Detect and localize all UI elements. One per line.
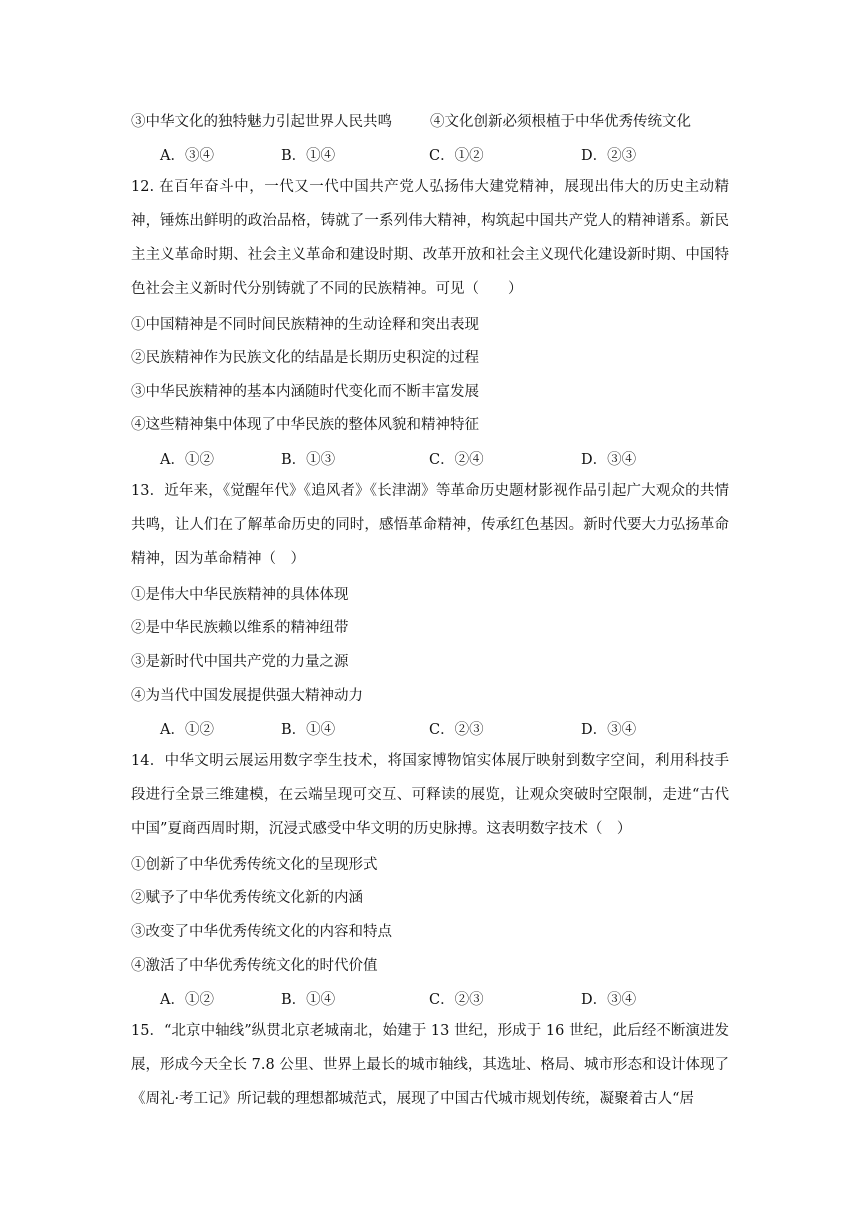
q11-options xyxy=(160,146,720,166)
q11-statement-3: ③中华文化的独特魅力引起世界人民共鸣 xyxy=(131,114,392,130)
q11-option-c: C．①② xyxy=(429,148,484,164)
q14-option-a: A．①② xyxy=(160,992,214,1008)
q13-options xyxy=(160,720,720,740)
q14-stem: 14．中华文明云展运用数字孪生技术，将国家博物馆实体展厅映射到数字空间，利用科技手段进行全景三维建模，在云端呈现可交互、可释读的展览，让观众突破时空限制，走进“古代中国”夏商西周时期，沉浸式感受中华文明的历史脉搏。这表明数字技术（ ） xyxy=(131,753,729,837)
q13-statement-2: ②是中华民族赖以维系的精神纽带 xyxy=(131,620,349,636)
q14-statement-2: ②赋予了中华优秀传统文化新的内涵 xyxy=(131,890,363,906)
q13-option-c: C．②③ xyxy=(429,722,484,738)
q12-statement-2: ②民族精神作为民族文化的结晶是长期历史积淀的过程 xyxy=(131,350,479,366)
q12-option-c: C．②④ xyxy=(429,452,484,468)
q11-statements-row xyxy=(131,112,691,132)
q12-statement-3: ③中华民族精神的基本内涵随时代变化而不断丰富发展 xyxy=(131,384,479,400)
q14-option-d: D．③④ xyxy=(581,992,637,1008)
q13-statement-3: ③是新时代中国共产党的力量之源 xyxy=(131,654,349,670)
q12-option-d: D．③④ xyxy=(581,452,637,468)
q13-stem: 13．近年来，《觉醒年代》《追风者》《长津湖》等革命历史题材影视作品引起广大观众的共情共鸣，让人们在了解革命历史的同时，感悟革命精神，传承红色基因。新时代要大力弘扬革命精神，因为革命精神（ ） xyxy=(131,483,729,567)
q14-option-b: B．①④ xyxy=(281,992,336,1008)
q13-option-a: A．①② xyxy=(160,722,214,738)
q11-statement-4: ④文化创新必须根植于中华优秀传统文化 xyxy=(430,114,691,130)
q13-statement-4: ④为当代中国发展提供强大精神动力 xyxy=(131,688,363,704)
q12-option-a: A．①② xyxy=(160,452,214,468)
q12-statement-4: ④这些精神集中体现了中华民族的整体风貌和精神特征 xyxy=(131,417,479,433)
q13-option-d: D．③④ xyxy=(581,722,637,738)
q14-options xyxy=(160,990,720,1010)
q13-statement-1: ①是伟大中华民族精神的具体体现 xyxy=(131,587,349,603)
q12-options xyxy=(160,450,720,470)
q14-statement-3: ③改变了中华优秀传统文化的内容和特点 xyxy=(131,924,392,940)
q14-statement-1: ①创新了中华优秀传统文化的呈现形式 xyxy=(131,857,378,873)
q11-option-d: D．②③ xyxy=(581,148,637,164)
q14-option-c: C．②③ xyxy=(429,992,484,1008)
q14-statement-4: ④激活了中华优秀传统文化的时代价值 xyxy=(131,958,378,974)
q12-stem: 12. 在百年奋斗中，一代又一代中国共产党人弘扬伟大建党精神，展现出伟大的历史主动精神，锤炼出鲜明的政治品格，铸就了一系列伟大精神，构筑起中国共产党人的精神谱系。新民主主义革命时期、社会主义革命和建设时期、改革开放和社会主义现代化建设新时期、中国特色社会主义新时代分别铸就了不同的民族精神。可见（ ） xyxy=(131,179,729,297)
q11-option-b: B．①④ xyxy=(281,148,336,164)
q12-statement-1: ①中国精神是不同时间民族精神的生动诠释和突出表现 xyxy=(131,317,479,333)
q11-option-a: A．③④ xyxy=(160,148,214,164)
q15-stem: 15．“北京中轴线”纵贯北京老城南北，始建于 13 世纪，形成于 16 世纪，此后经不断演进发展，形成今天全长 7.8 公里、世界上最长的城市轴线，其选址、格局、城市形态和设计体现了《周礼·考工记》所记载的理想都城范式，展现了中国古代城市规划传统，凝聚着古人“居 xyxy=(131,1023,729,1107)
q13-option-b: B．①④ xyxy=(281,722,336,738)
q12-option-b: B．①③ xyxy=(281,452,336,468)
